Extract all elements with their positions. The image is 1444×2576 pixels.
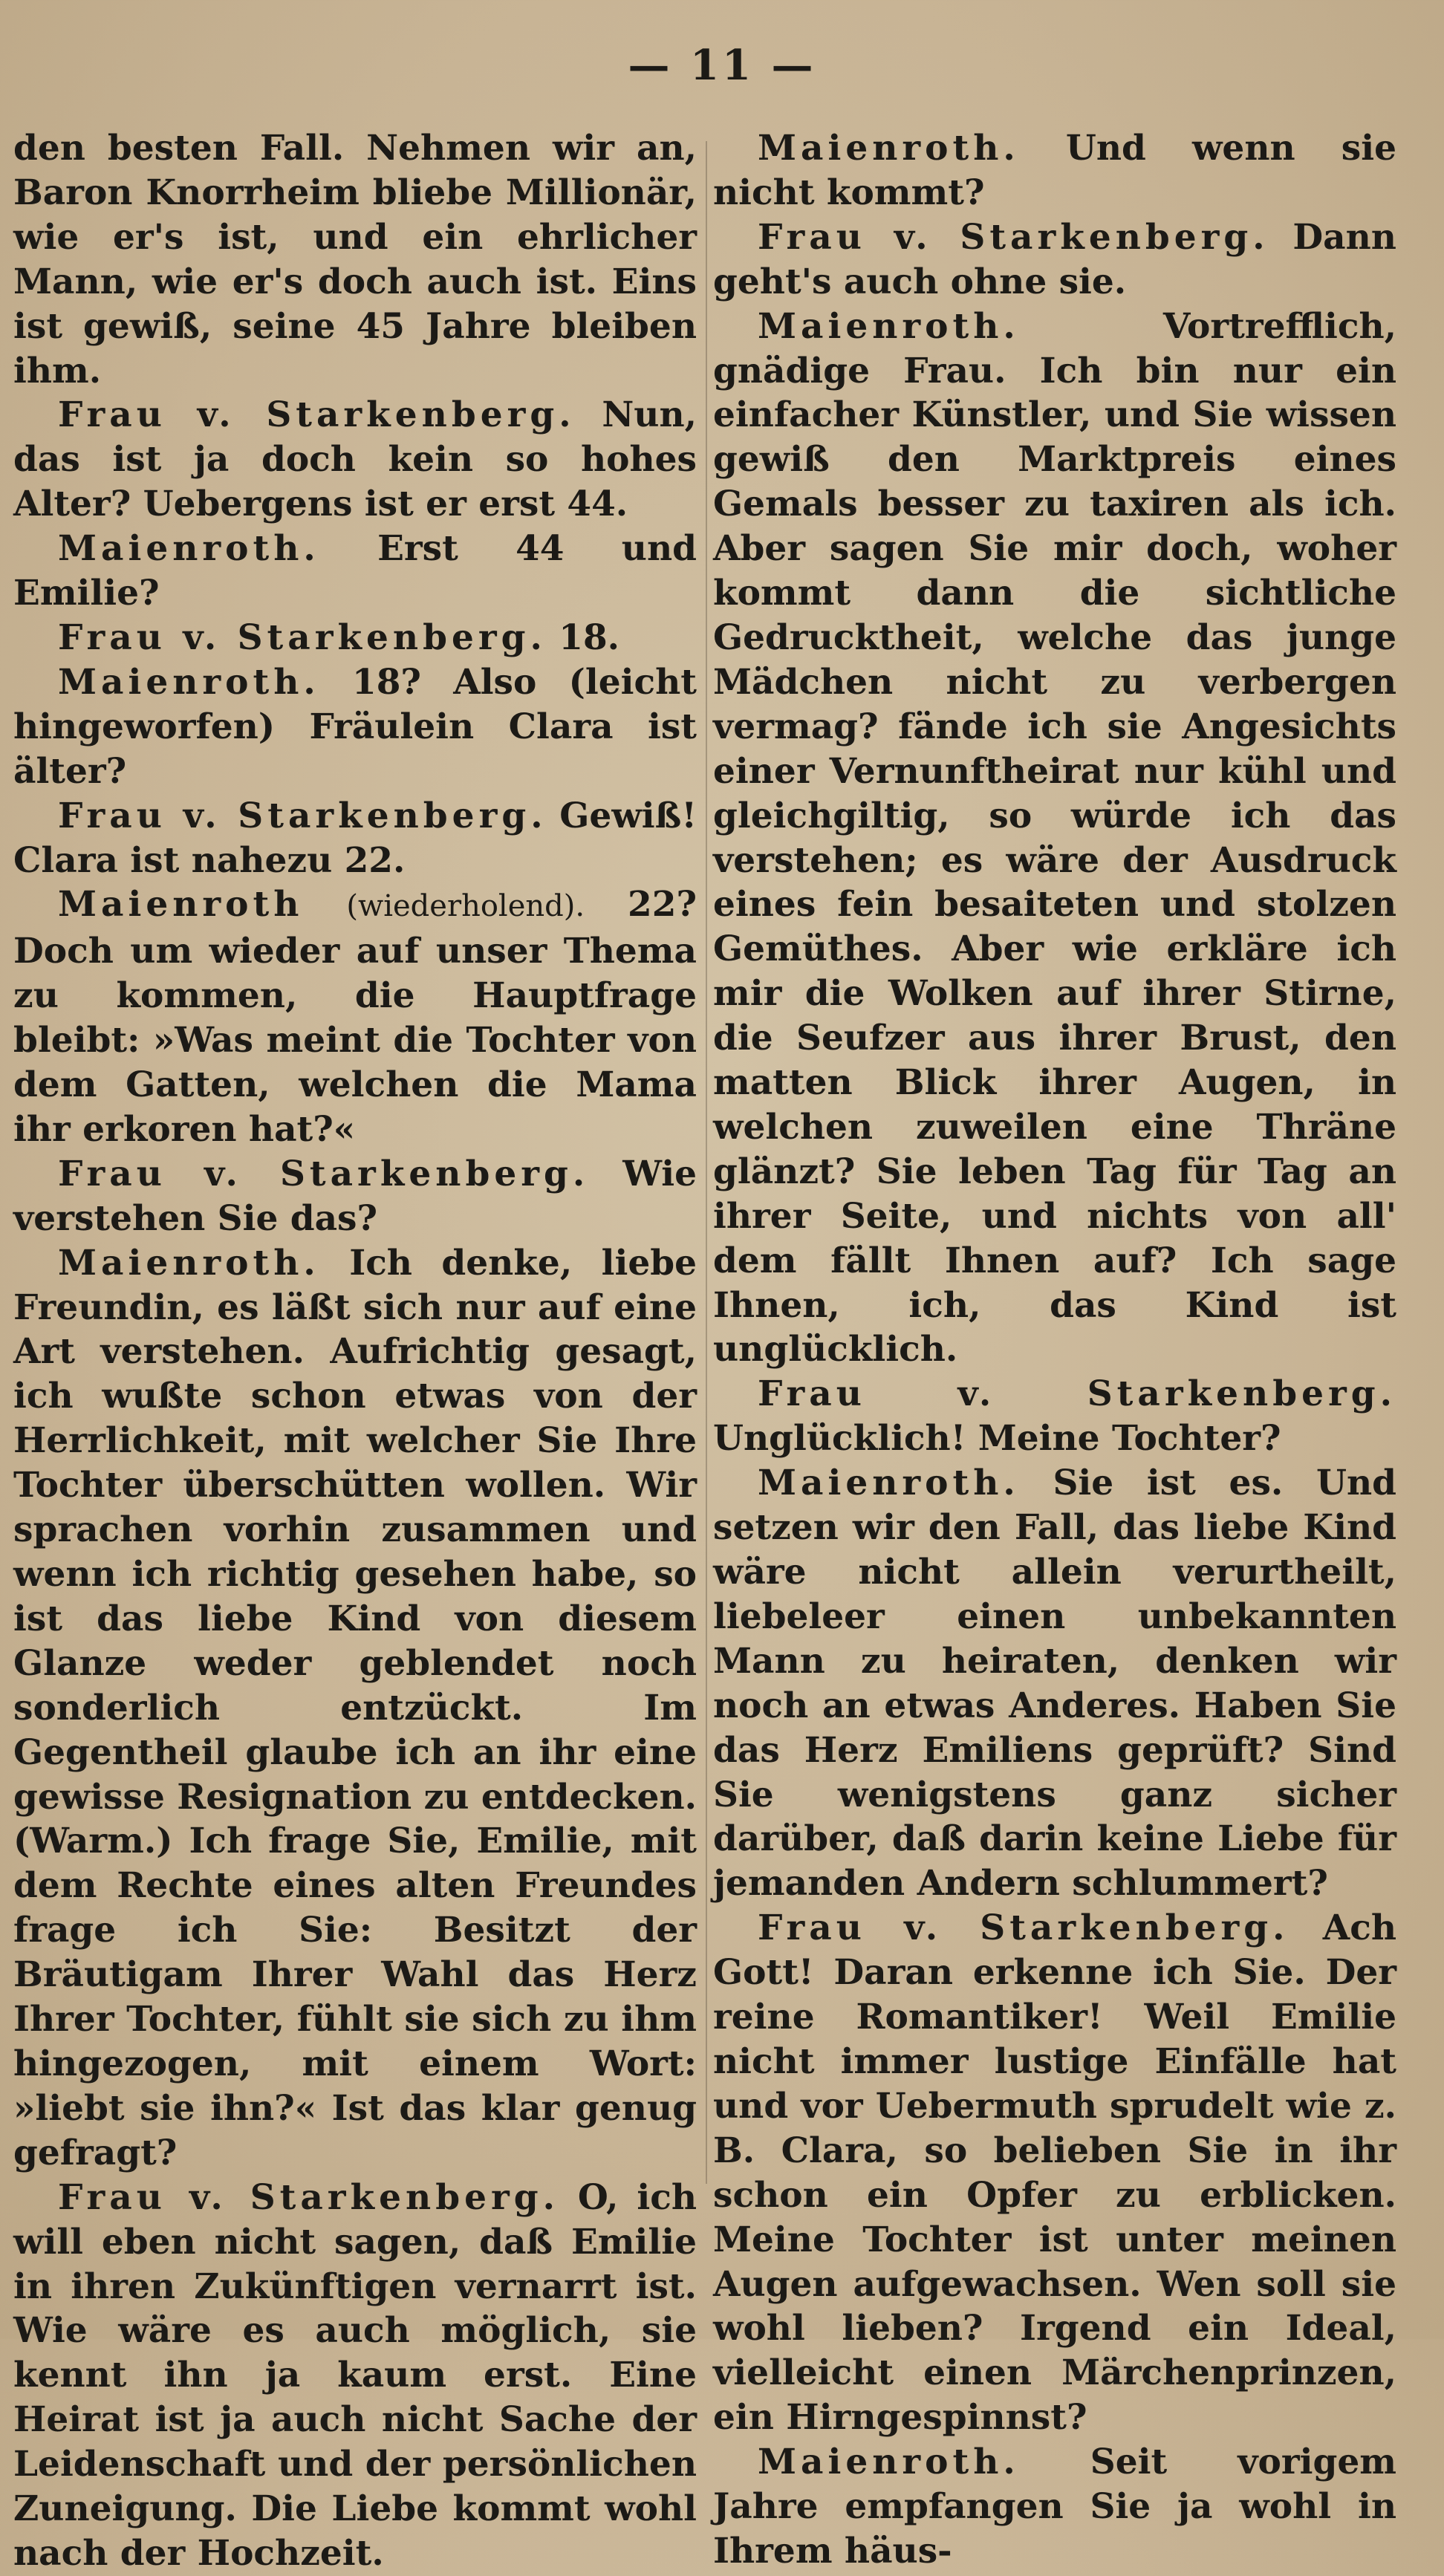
- speaker-name: Maienroth.: [58, 528, 320, 570]
- dialogue-paragraph: [713, 2440, 1396, 2574]
- dialogue-text: Und wenn sie nicht kommt?: [713, 128, 1396, 213]
- speaker-name: Maienroth.: [58, 1242, 320, 1284]
- speaker-name: Frau v. Starkenberg.: [58, 394, 576, 436]
- dialogue-text: Vortrefflich, gnädige Frau. Ich bin nur ein einfacher Künstler, und Sie wissen gewiß den Marktpreis eines Gemals besser zu taxiren als ich. Aber sagen Sie mir doch, woher kommt dann die sichtliche Gedrucktheit, welche das junge Mädchen nicht zu verbergen vermag? fände ich sie Angesichts einer Vernunftheirat nur kühl und gleichgiltig, so würde ich das verstehen; es wäre der Ausdruck eines fein besaiteten und stolzen Gemüthes. Aber wie erkläre ich mir die Wolken auf ihrer Stirne, die Seufzer aus ihrer Brust, den matten Blick ihrer Augen, in welchen zuweilen eine Thräne glänzt? Sie leben Tag für Tag an ihrer Seite, und nichts von all' dem fällt Ihnen auf? Ich sage Ihnen, ich, das Kind ist unglücklich.: [713, 305, 1396, 1370]
- speaker-name: Maienroth.: [758, 305, 1020, 347]
- dialogue-paragraph: [13, 882, 697, 1151]
- speaker-name: Frau v. Starkenberg.: [58, 795, 547, 836]
- left-column: [13, 126, 697, 2576]
- dialogue-text: 18? Also (leicht hingeworfen) Fräulein Clara ist älter?: [13, 661, 697, 792]
- dialogue-paragraph: [13, 126, 697, 393]
- stage-direction: (wiederholend).: [346, 889, 585, 924]
- speaker-name: Maienroth.: [758, 128, 1020, 169]
- dialogue-text: O, ich will eben nicht sagen, daß Emilie in ihren Zukünftigen vernarrt ist. Wie wäre es auch möglich, sie kennt ihn ja kaum erst. Eine Heirat ist ja auch nicht Sache der Leidenschaft und der persönlichen Zuneigung. Die Liebe kommt wohl nach der Hochzeit.: [13, 2176, 697, 2574]
- dialogue-paragraph: [13, 393, 697, 527]
- speaker-name: Frau v. Starkenberg.: [58, 2176, 559, 2218]
- dialogue-text: Ich denke, liebe Freundin, es läßt sich nur auf eine Art verstehen. Aufrichtig gesagt, ich wußte schon etwas von der Herrlichkeit, mit welcher Sie Ihre Tochter überschütten wollen. Wir sprachen vorhin zusammen und wenn ich richtig gesehen habe, so ist das liebe Kind von diesem Glanze weder geblendet noch sonderlich entzückt. Im Gegentheil glaube ich an ihr eine gewisse Resignation zu entdecken. (Warm.) Ich frage Sie, Emilie, mit dem Rechte eines alten Freundes frage ich Sie: Besitzt der Bräutigam Ihrer Wahl das Herz Ihrer Tochter, fühlt sie sich zu ihm hingezogen, mit einem Wort: »liebt sie ihn?« Ist das klar genug gefragt?: [13, 1242, 697, 2173]
- dialogue-paragraph: [713, 215, 1396, 305]
- dialogue-paragraph: [13, 794, 697, 883]
- dialogue-text: Nun, das ist ja doch kein so hohes Alter? Uebergens ist er erst 44.: [13, 394, 697, 525]
- dialogue-paragraph: [713, 1906, 1396, 2440]
- speaker-name: Maienroth.: [758, 2442, 1020, 2483]
- right-column: [713, 126, 1396, 2574]
- speaker-name: Frau v. Starkenberg.: [58, 1153, 590, 1194]
- dialogue-text: den besten Fall. Nehmen wir an, Baron Knorrheim bliebe Millionär, wie er's ist, und ein ehrlicher Mann, wie er's doch auch ist. Eins ist gewiß, seine 45 Jahre bleiben ihm.: [13, 128, 697, 391]
- dialogue-paragraph: [13, 1152, 697, 1241]
- dialogue-paragraph: [713, 126, 1396, 215]
- page-number: — 11 —: [628, 41, 816, 90]
- speaker-name: Frau v. Starkenberg.: [58, 617, 547, 658]
- speaker-name: Frau v. Starkenberg.: [758, 1907, 1289, 1949]
- dialogue-text: 18.: [559, 617, 620, 658]
- dialogue-text: Sie ist es. Und setzen wir den Fall, das liebe Kind wäre nicht allein verurtheilt, liebeleer einen unbekannten Mann zu heiraten, denken wir noch an etwas Anderes. Haben Sie das Herz Emiliens geprüft? Sind Sie wenigstens ganz sicher darüber, daß darin keine Liebe für jemanden Andern schlummert?: [713, 1463, 1396, 1905]
- dialogue-text: Gewiß! Clara ist nahezu 22.: [13, 795, 697, 881]
- speaker-name: Maienroth.: [58, 661, 320, 703]
- dialogue-text: Ach Gott! Daran erkenne ich Sie. Der reine Romantiker! Weil Emilie nicht immer lustige Einfälle hat und vor Uebermuth sprudelt wie z. B. Clara, so belieben Sie in ihr schon ein Opfer zu erblicken. Meine Tochter ist unter meinen Augen aufgewachsen. Wen soll sie wohl lieben? Irgend ein Ideal, vielleicht einen Märchenprinzen, ein Hirngespinnst?: [713, 1907, 1396, 2439]
- dialogue-text: Wie verstehen Sie das?: [13, 1153, 697, 1239]
- speaker-name: Maienroth.: [758, 1463, 1020, 1504]
- speaker-name: Frau v. Starkenberg.: [758, 216, 1269, 258]
- dialogue-paragraph: [13, 1241, 697, 2176]
- dialogue-paragraph: [713, 1372, 1396, 1461]
- dialogue-text: Seit vorigem Jahre empfangen Sie ja wohl in Ihrem häus-: [713, 2442, 1396, 2572]
- dialogue-paragraph: [13, 2176, 697, 2576]
- dialogue-paragraph: [713, 305, 1396, 1373]
- dialogue-text: Erst 44 und Emilie?: [13, 528, 697, 614]
- dialogue-text: Unglücklich! Meine Tochter?: [713, 1418, 1281, 1460]
- dialogue-paragraph: [13, 616, 697, 660]
- speaker-name: Frau v. Starkenberg.: [758, 1373, 1396, 1415]
- dialogue-paragraph: [13, 660, 697, 794]
- speaker-name: Maienroth: [58, 884, 304, 926]
- dialogue-paragraph: [713, 1461, 1396, 1906]
- dialogue-text: 22? Doch um wieder auf unser Thema zu kommen, die Hauptfrage bleibt: »Was meint die Tochter von dem Gatten, welchen die Mama ihr erkoren hat?«: [13, 884, 697, 1150]
- dialogue-text: Dann geht's auch ohne sie.: [713, 216, 1396, 302]
- column-divider: [706, 141, 707, 2184]
- dialogue-paragraph: [13, 527, 697, 616]
